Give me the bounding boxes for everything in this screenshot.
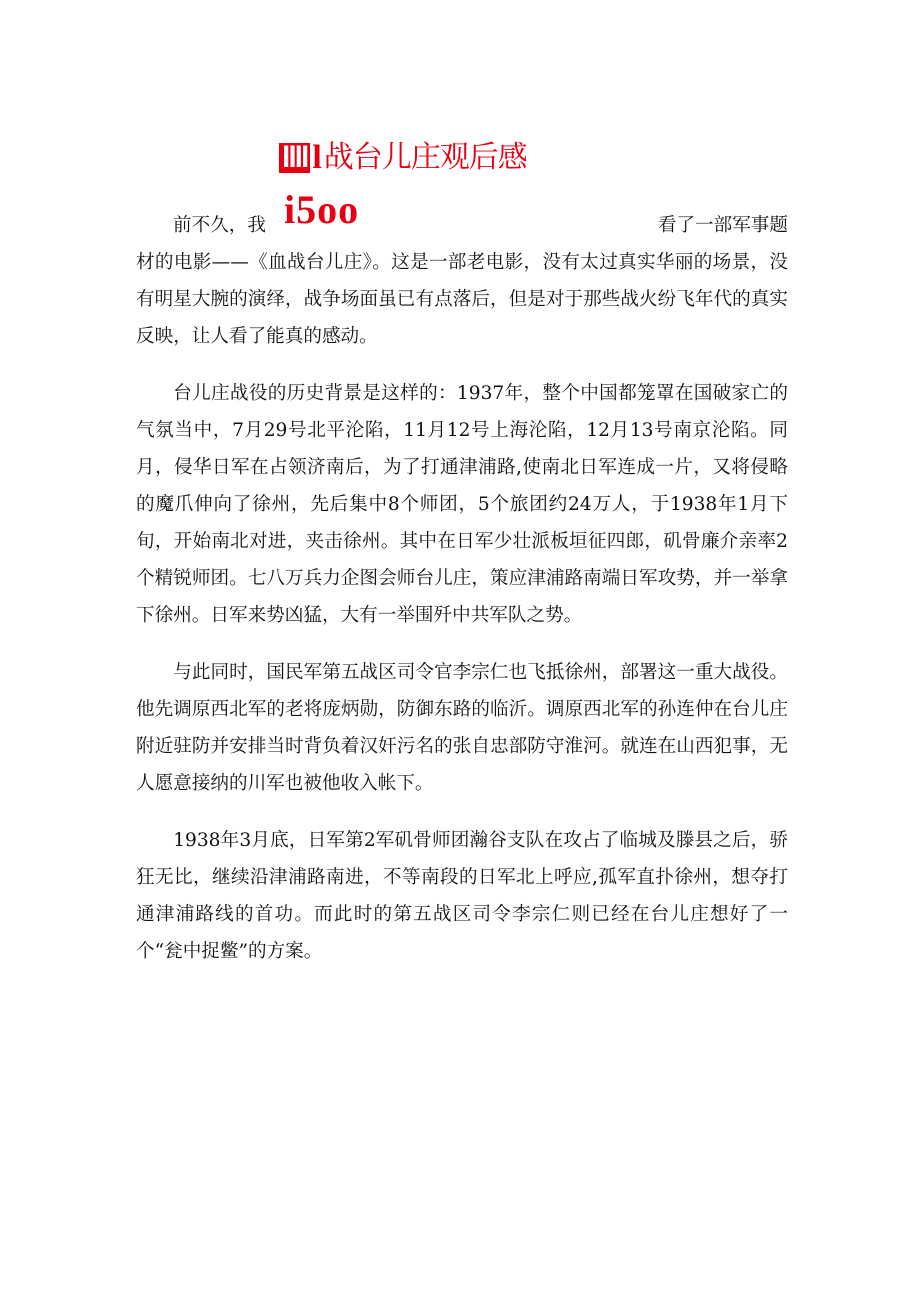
title-text: 战台儿庄观后感 [323, 140, 527, 175]
paragraph-4: 1938年3月底，日军第2军矶骨师团瀚谷支队在攻占了临城及滕县之后，骄狂无比，继续沿津浦路南进，不等南段的日军北上呼应,孤军直扑徐州，想夺打通津浦路线的首功。而此时的第五战区司令李宗仁则已经在台儿庄想好了一个“瓮中捉鳖”的方案。 [136, 830, 788, 962]
paragraph-2: 台儿庄战役的历史背景是这样的：1937年，整个中国都笼罩在国破家亡的气氛当中，7月29号北平沦陷，11月12号上海沦陷，12月13号南京沦陷。同月，侵华日军在占领济南后，为了打通津浦路,使南北日军连成一片，又将侵略的魔爪伸向了徐州，先后集中8个师团，5个旅团约24万人，于1938年1月下旬，开始南北对进，夹击徐州。其中在日军少壮派板垣征四郎，矶骨廉介亲率2个精锐师团。七八万兵力企图会师台儿庄，策应津浦路南端日军攻势，并一举拿下徐州。日军来势凶猛，大有一举围歼中共军队之势。 [136, 383, 788, 626]
paragraph-1-first-line [136, 207, 788, 244]
paragraph-1-text: 材的电影——《血战台儿庄》。这是一部老电影，没有太过真实华丽的场景，没有明星大腕的演绎，战争场面虽已有点落后，但是对于那些战火纷飞年代的真实反映，让人看了能真的感动。 [136, 252, 788, 347]
paragraph-1 [136, 207, 788, 355]
body-text [136, 207, 788, 990]
paragraph-1-lead: 前不久，我 [173, 215, 266, 236]
title-mark-suffix: l [312, 139, 322, 176]
paragraph-3: 与此同时，国民军第五战区司令官李宗仁也飞抵徐州，部署这一重大战役。他先调原西北军的老将庞炳勋，防御东路的临沂。调原西北军的孙连仲在台儿庄附近驻防并安排当时背负着汉奸污名的张自忠部防守淮河。就连在山西犯事，无人愿意接纳的川军也被他收入帐下。 [136, 662, 788, 794]
title-mark: llll [279, 143, 310, 173]
paragraph-1-lead-after-gap: 看了一部军事题 [657, 215, 788, 236]
document-title [279, 136, 527, 180]
stamp-number: i5oo [284, 187, 360, 232]
